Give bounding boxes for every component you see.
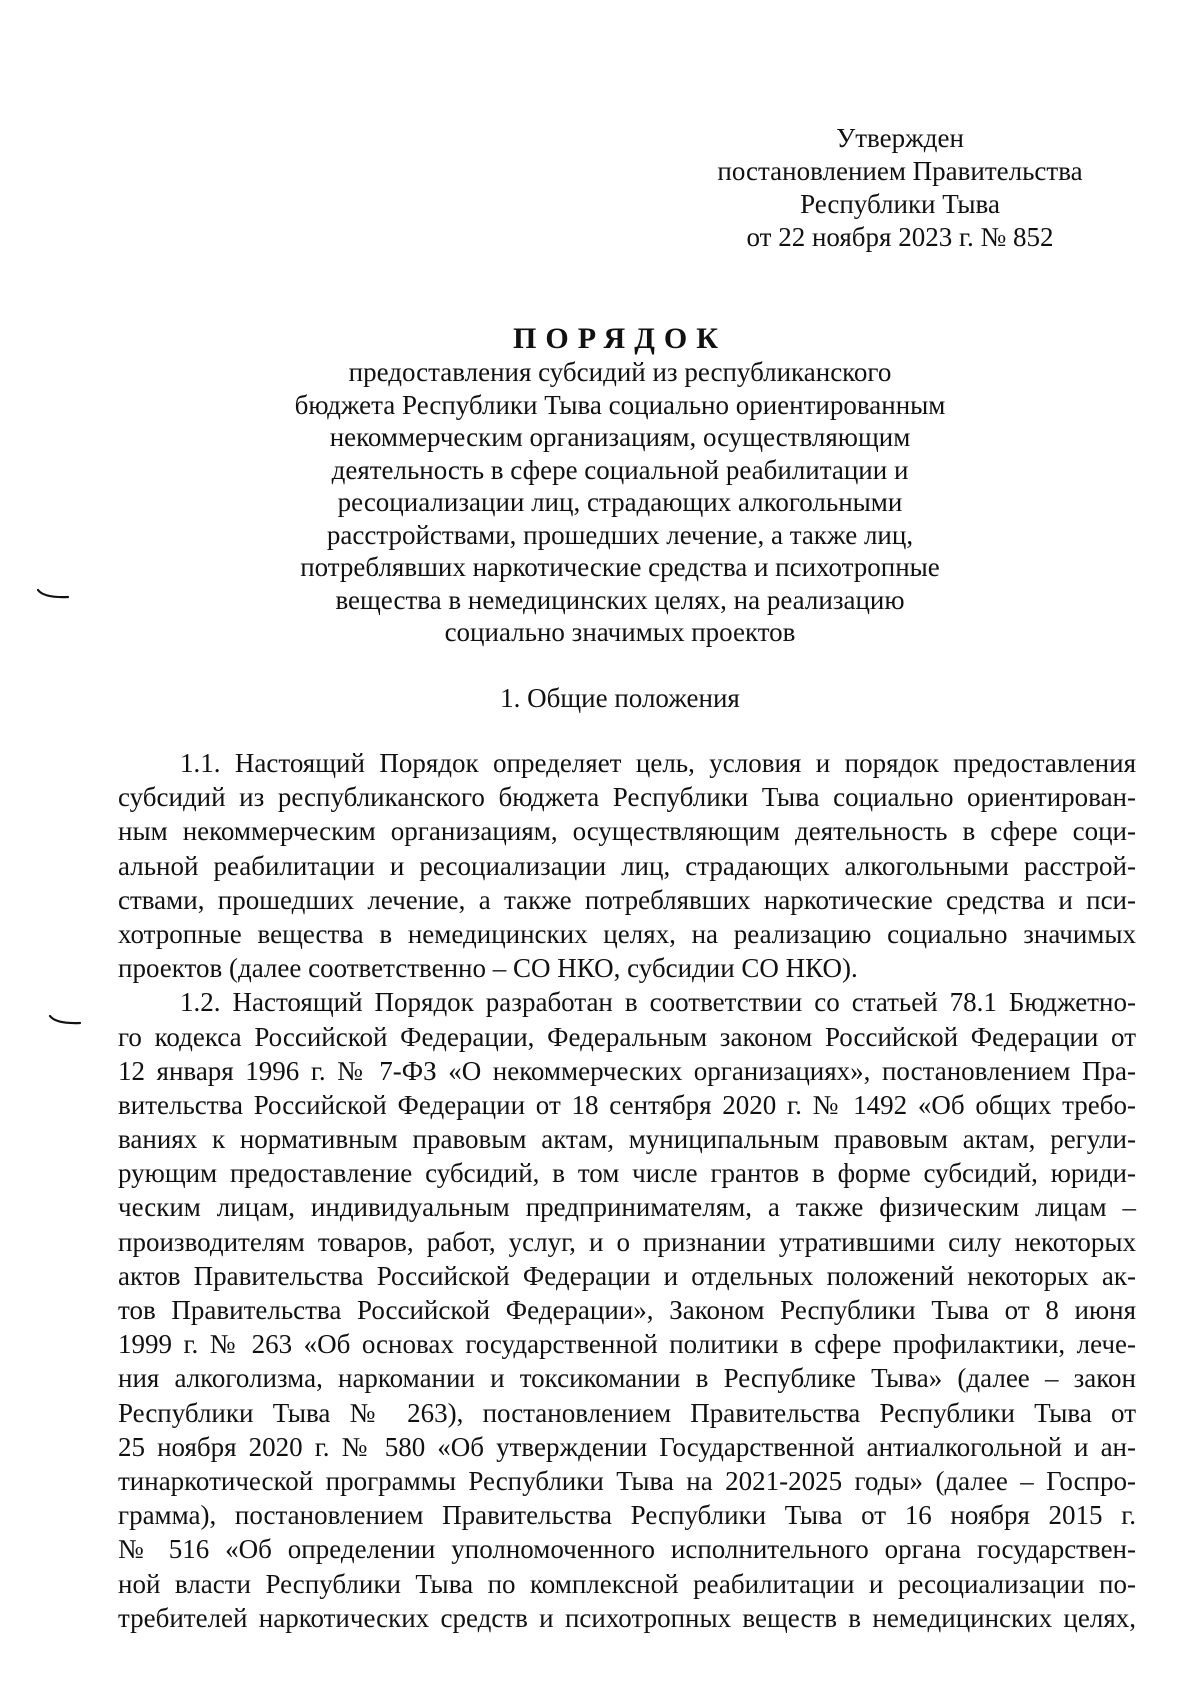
- paragraph-line: рующим предоставление субсидий, в том числе грантов в форме субсидий, юриди-: [118, 1158, 1136, 1189]
- subtitle-line: расстройствами, прошедших лечение, а также лиц,: [326, 519, 914, 550]
- document-body: [118, 746, 1136, 1635]
- paragraph-line: грамма), постановлением Правительства Республики Тыва от 16 ноября 2015 г.: [118, 1500, 1136, 1531]
- subtitle-line: предоставления субсидий из республиканского: [348, 357, 892, 387]
- paragraph-line: 25 ноября 2020 г. № 580 «Об утверждении Государственной антиалкогольной и ан-: [118, 1431, 1136, 1462]
- paragraph-line: 1.2. Настоящий Порядок разработан в соответствии со статьей 78.1 Бюджетно-: [180, 987, 1136, 1018]
- paragraph-line: 12 января 1996 г. № 7-ФЗ «О некоммерческих организациях», постановлением Пра-: [118, 1055, 1136, 1086]
- paragraph-line: тов Правительства Российской Федерации», Законом Республики Тыва от 8 июня: [118, 1295, 1136, 1325]
- approval-stamp: [700, 122, 1100, 254]
- paragraph-line: 1999 г. № 263 «Об основах государственной политики в сфере профилактики, лече-: [118, 1329, 1136, 1360]
- document-title: ПОРЯДОК: [513, 322, 727, 355]
- paragraph-line: проектов (далее соответственно – СО НКО, субсидии СО НКО).: [118, 953, 858, 984]
- margin-tick-mark: [48, 1014, 82, 1026]
- subtitle-line: бюджета Республики Тыва социально ориентированным: [294, 389, 946, 420]
- paragraph-line: производителям товаров, работ, услуг, и о признании утратившими силу некоторых: [118, 1226, 1136, 1257]
- paragraph-line: хотропные вещества в немедицинских целях, на реализацию социально значимых: [118, 918, 1136, 949]
- approval-line: Республики Тыва: [800, 189, 1000, 219]
- margin-tick-mark: [36, 588, 70, 600]
- paragraph-line: субсидий из республиканского бюджета Республики Тыва социально ориентирован-: [118, 782, 1136, 813]
- paragraph-line: ной власти Республики Тыва по комплексной реабилитации и ресоциализации по-: [118, 1568, 1136, 1599]
- subtitle-line: ресоциализации лиц, страдающих алкогольными: [337, 487, 903, 517]
- paragraph-1-1: [118, 746, 1136, 985]
- subtitle-line: потреблявших наркотические средства и психотропные: [300, 552, 940, 582]
- subtitle-line: некоммерческим организациям, осуществляющим: [329, 422, 911, 452]
- paragraph-line: альной реабилитации и ресоциализации лиц, страдающих алкогольными расстрой-: [118, 850, 1136, 881]
- paragraph-line: Республики Тыва № 263), постановлением Правительства Республики Тыва от: [118, 1397, 1136, 1428]
- subtitle-line: вещества в немедицинских целях, на реализацию: [335, 584, 905, 615]
- section-heading: 1. Общие положения: [500, 683, 740, 713]
- paragraph-line: требителей наркотических средств и психотропных веществ в немедицинских целях,: [118, 1602, 1136, 1633]
- paragraph-1-2: [118, 985, 1136, 1635]
- paragraph-line: ческим лицам, индивидуальным предпринимателям, а также физическим лицам –: [118, 1192, 1136, 1223]
- paragraph-line: ваниях к нормативным правовым актам, муниципальным правовым актам, регули-: [118, 1124, 1136, 1155]
- paragraph-line: ствами, прошедших лечение, а также потреблявших наркотические средства и пси-: [118, 884, 1136, 915]
- subtitle-line: социально значимых проектов: [444, 617, 796, 647]
- paragraph-line: ным некоммерческим организациям, осуществляющим деятельность в сфере соци-: [118, 816, 1136, 847]
- approval-line: от 22 ноября 2023 г. № 852: [746, 222, 1054, 252]
- paragraph-line: 1.1. Настоящий Порядок определяет цель, условия и порядок предоставления: [180, 748, 1136, 778]
- paragraph-line: ния алкоголизма, наркомании и токсикомании в Республике Тыва» (далее – закон: [118, 1363, 1136, 1394]
- subtitle-line: деятельность в сфере социальной реабилитации и: [331, 454, 909, 485]
- paragraph-line: го кодекса Российской Федерации, Федеральным законом Российской Федерации от: [118, 1021, 1136, 1052]
- paragraph-line: актов Правительства Российской Федерации и отдельных положений некоторых ак-: [118, 1260, 1136, 1291]
- paragraph-line: тинаркотической программы Республики Тыва на 2021-2025 годы» (далее – Госпро-: [118, 1465, 1136, 1496]
- approval-line: Утвержден: [836, 123, 964, 153]
- document-subtitle: [130, 356, 1110, 649]
- paragraph-line: № 516 «Об определении уполномоченного исполнительного органа государствен-: [118, 1534, 1136, 1565]
- approval-line: постановлением Правительства: [717, 156, 1083, 186]
- paragraph-line: вительства Российской Федерации от 18 сентября 2020 г. № 1492 «Об общих требо-: [118, 1089, 1136, 1120]
